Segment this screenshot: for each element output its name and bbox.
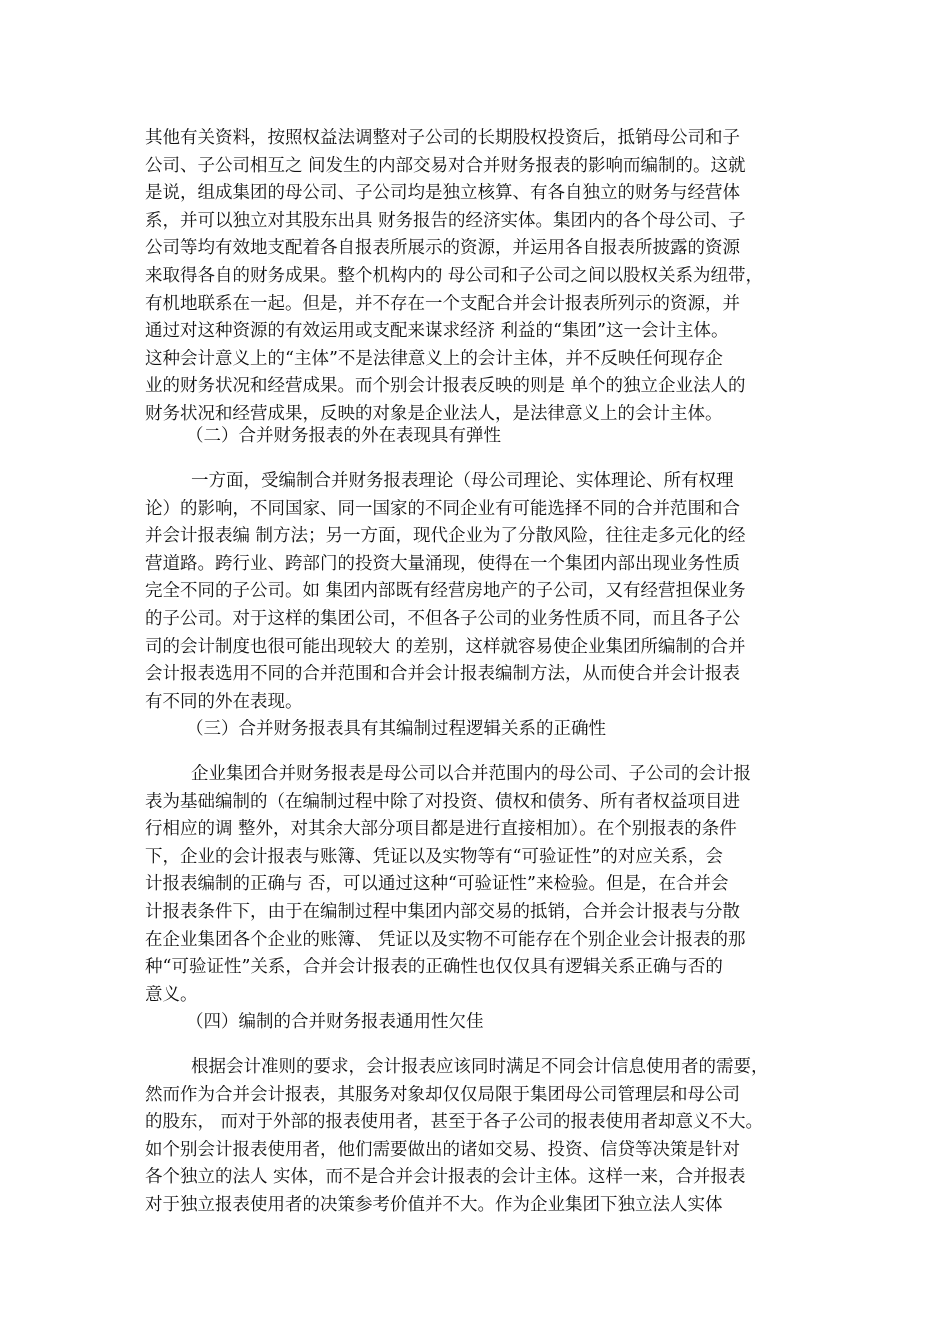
paragraph-line: 种“可验证性”关系，合并会计报表的正确性也仅仅具有逻辑关系正确与否的 bbox=[145, 957, 723, 978]
paragraph-line: 的股东， 而对于外部的报表使用者，甚至于各子公司的报表使用者却意义不大。 bbox=[145, 1112, 764, 1133]
paragraph-4 bbox=[145, 1054, 815, 1220]
paragraph-line: 财务状况和经营成果，反映的对象是企业法人，是法律意义上的会计主体。 bbox=[145, 403, 723, 424]
paragraph-1 bbox=[145, 125, 815, 429]
paragraph-line: 在企业集团各个企业的账簿、 凭证以及实物不可能存在个别企业会计报表的那 bbox=[145, 929, 746, 950]
paragraph-line: 通过对这种资源的有效运用或支配来谋求经济 利益的“集团”这一会计主体。 bbox=[145, 321, 729, 342]
section-heading-4: （四）编制的合并财务报表通用性欠佳 bbox=[186, 1012, 484, 1032]
paragraph-line: 完全不同的子公司。如 集团内部既有经营房地产的子公司，又有经营担保业务 bbox=[145, 581, 746, 602]
paragraph-line: 业的财务状况和经营成果。而个别会计报表反映的则是 单个的独立企业法人的 bbox=[145, 376, 746, 397]
paragraph-line: 公司等均有效地支配着各自报表所展示的资源，并运用各自报表所披露的资源 bbox=[145, 238, 740, 259]
paragraph-line: 营道路。跨行业、跨部门的投资大量涌现，使得在一个集团内部出现业务性质 bbox=[145, 553, 740, 574]
paragraph-line: 对于独立报表使用者的决策参考价值并不大。作为企业集团下独立法人实体 bbox=[145, 1194, 723, 1215]
paragraph-line: 会计报表选用不同的合并范围和合并会计报表编制方法，从而使合并会计报表 bbox=[145, 664, 740, 685]
paragraph-line: 这种会计意义上的“主体”不是法律意义上的会计主体，并不反映任何现存企 bbox=[145, 348, 723, 369]
paragraph-line: 是说，组成集团的母公司、子公司均是独立核算、有各自独立的财务与经营体 bbox=[145, 183, 740, 204]
paragraph-line: 并会计报表编 制方法；另一方面，现代企业为了分散风险，往往走多元化的经 bbox=[145, 526, 746, 547]
paragraph-line: 行相应的调 整外，对其余大部分项目都是进行直接相加）。在个别报表的条件 bbox=[145, 819, 737, 840]
paragraph-line: 有不同的外在表现。 bbox=[145, 691, 303, 712]
paragraph-3 bbox=[145, 761, 815, 1009]
paragraph-line: 计报表条件下，由于在编制过程中集团内部交易的抵销，合并会计报表与分散 bbox=[145, 901, 740, 922]
paragraph-line: 司的会计制度也很可能出现较大 的差别，这样就容易使企业集团所编制的合并 bbox=[145, 636, 746, 657]
paragraph-line: 系，并可以独立对其股东出具 财务报告的经济实体。集团内的各个母公司、子 bbox=[145, 210, 746, 231]
paragraph-line: 表为基础编制的（在编制过程中除了对投资、债权和债务、所有者权益项目进 bbox=[145, 791, 740, 812]
paragraph-line: 来取得各自的财务成果。整个机构内的 母公司和子公司之间以股权关系为纽带， bbox=[145, 265, 764, 286]
paragraph-line: 意义。 bbox=[145, 984, 198, 1005]
paragraph-line: 下，企业的会计报表与账簿、凭证以及实物等有“可验证性”的对应关系，会 bbox=[145, 846, 723, 867]
paragraph-line: 有机地联系在一起。但是，并不存在一个支配合并会计报表所列示的资源，并 bbox=[145, 293, 740, 314]
paragraph-line: 计报表编制的正确与 否，可以通过这种“可验证性”来检验。但是，在合并会 bbox=[145, 874, 729, 895]
paragraph-line: 其他有关资料，按照权益法调整对子公司的长期股权投资后，抵销母公司和子 bbox=[145, 128, 740, 148]
section-heading-2: （二）合并财务报表的外在表现具有弹性 bbox=[186, 426, 501, 446]
paragraph-line: 企业集团合并财务报表是母公司以合并范围内的母公司、子公司的会计报 bbox=[191, 764, 751, 784]
paragraph-line: 一方面，受编制合并财务报表理论（母公司理论、实体理论、所有权理 bbox=[191, 471, 734, 491]
paragraph-line: 然而作为合并会计报表，其服务对象却仅仅局限于集团母公司管理层和母公司 bbox=[145, 1084, 740, 1105]
paragraph-line: 根据会计准则的要求，会计报表应该同时满足不同会计信息使用者的需要， bbox=[191, 1057, 769, 1077]
paragraph-line: 论）的影响，不同国家、同一国家的不同企业有可能选择不同的合并范围和合 bbox=[145, 498, 740, 519]
paragraph-line: 的子公司。对于这样的集团公司，不但各子公司的业务性质不同，而且各子公 bbox=[145, 608, 740, 629]
paragraph-line: 各个独立的法人 实体，而不是合并会计报表的会计主体。这样一来，合并报表 bbox=[145, 1167, 746, 1188]
paragraph-line: 如个别会计报表使用者，他们需要做出的诸如交易、投资、信贷等决策是针对 bbox=[145, 1139, 740, 1160]
paragraph-line: 公司、子公司相互之 间发生的内部交易对合并财务报表的影响而编制的。这就 bbox=[145, 155, 746, 176]
section-heading-3: （三）合并财务报表具有其编制过程逻辑关系的正确性 bbox=[186, 719, 606, 739]
paragraph-2 bbox=[145, 468, 815, 716]
